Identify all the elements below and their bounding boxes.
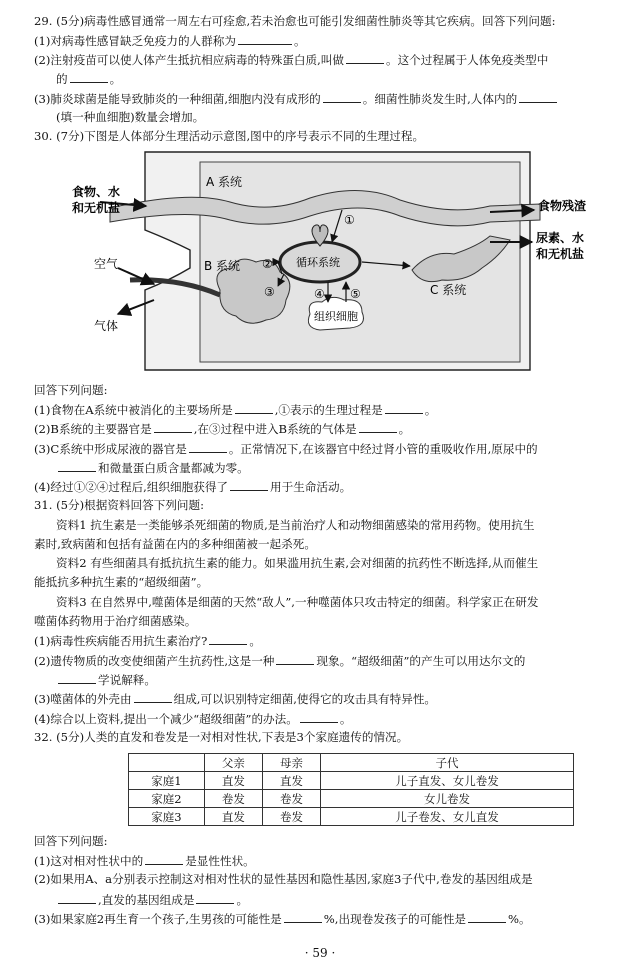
q31-material2: 资料2 有些细菌具有抵抗抗生素的能力。如果滥用抗生素,会对细菌的抗药性不断选择,从而催生: [56, 556, 539, 570]
label-gas: 气体: [94, 319, 119, 333]
table-row: [129, 808, 574, 826]
label-food-2: 和无机盐: [72, 201, 121, 215]
q32-sub1: (1)这对相对性状中的 是显性性状。: [34, 854, 255, 868]
table-cell: 女儿卷发: [321, 790, 574, 808]
q30-sub2: (2)B系统的主要器官是 ,在③过程中进入B系统的气体是 。: [34, 422, 411, 436]
q29-sub1: (1)对病毒性感冒缺乏免疫力的人群称为 。: [34, 34, 306, 48]
q30-sub3-cont: 和微量蛋白质含量都减为零。: [56, 460, 640, 476]
label-n3: ③: [264, 285, 275, 299]
q29-sub3: (3)肺炎球菌是能导致肺炎的一种细菌,细胞内没有成形的 。细菌性肺炎发生时,人体内的: [34, 91, 628, 107]
q31-material2-cont: 能抵抗多种抗生素的“超级细菌”。: [34, 575, 209, 589]
table-header-cell: 母亲: [262, 754, 320, 772]
q29-title: 29. (5分)病毒性感冒通常一周左右可痊愈,若未治愈也可能引发细菌性肺炎等其它疾病。回答下列问题:: [34, 14, 556, 28]
q30-sub3: (3)C系统中形成尿液的器官是 。正常情况下,在该器官中经过肾小管的重吸收作用,原尿中的: [34, 442, 538, 456]
label-food-1: 食物、水: [72, 185, 121, 199]
q31-sub3: (3)噬菌体的外壳由 组成,可以识别特定细菌,使得它的攻击具有特异性。: [34, 692, 437, 706]
q31-material1: 资料1 抗生素是一类能够杀死细菌的物质,是当前治疗人和动物细菌感染的常用药物。使用抗生: [56, 518, 535, 532]
q29-sub2-cont: 的 。: [56, 72, 122, 86]
label-tissue: 组织细胞: [314, 310, 358, 323]
label-urine-2: 和无机盐: [536, 247, 585, 261]
table-cell: 家庭3: [129, 808, 205, 826]
q30-sub1: (1)食物在A系统中被消化的主要场所是 ,①表示的生理过程是 。: [34, 403, 437, 417]
table-cell: 家庭1: [129, 772, 205, 790]
table-cell: 卷发: [262, 808, 320, 826]
label-n5: ⑤: [350, 287, 361, 301]
q30-title: 30. (7分)下图是人体部分生理活动示意图,图中的序号表示不同的生理过程。: [34, 129, 425, 143]
page-number: · 59 ·: [304, 946, 336, 960]
table-cell: 直发: [204, 808, 262, 826]
q31-sub4: (4)综合以上资料,提出一个减少“超级细菌”的办法。 。: [34, 712, 352, 726]
q31-sub1: (1)病毒性疾病能否用抗生素治疗? 。: [34, 634, 261, 648]
table-header-row: [129, 754, 574, 772]
label-waste: 食物残渣: [538, 199, 587, 213]
q29-sub3-cont: (填一种血细胞)数量会增加。: [56, 110, 205, 124]
q31-sub2: (2)遗传物质的改变使细菌产生抗药性,这是一种 现象。“超级细菌”的产生可以用达尔文的: [34, 654, 526, 668]
table-row: [129, 772, 574, 790]
q31-title: 31. (5分)根据资料回答下列问题:: [34, 498, 204, 512]
label-air: 空气: [94, 257, 119, 271]
table-cell: 卷发: [262, 790, 320, 808]
q31-sub2-cont: 学说解释。: [56, 672, 640, 688]
q29-sub2: (2)注射疫苗可以使人体产生抵抗相应病毒的特殊蛋白质,叫做 。这个过程属于人体免疫类型中: [34, 53, 549, 67]
q32-sub3: (3)如果家庭2再生育一个孩子,生男孩的可能性是 %,出现卷发孩子的可能性是 %。: [34, 912, 531, 926]
q31-material3-cont: 噬菌体药物用于治疗细菌感染。: [34, 614, 197, 628]
q31-material1-cont: 素时,致病菌和包括有益菌在内的多种细菌被一起杀死。: [34, 537, 316, 551]
table-cell: 儿子卷发、女儿直发: [321, 808, 574, 826]
q32-title: 32. (5分)人类的直发和卷发是一对相对性状,下表是3个家庭遗传的情况。: [34, 730, 409, 744]
table-cell: 直发: [204, 772, 262, 790]
table-cell: 儿子直发、女儿卷发: [321, 772, 574, 790]
q32-sub2-cont: ,直发的基因组成是 。: [56, 892, 640, 908]
genetics-table: [128, 753, 574, 826]
table-cell: 家庭2: [129, 790, 205, 808]
q30-answer-intro: 回答下列问题:: [34, 383, 108, 397]
label-circulatory: 循环系统: [296, 256, 340, 269]
q31-material3: 资料3 在自然界中,噬菌体是细菌的天然“敌人”,一种噬菌体只攻击特定的细菌。科学家正在研发: [56, 595, 539, 609]
table-cell: 卷发: [204, 790, 262, 808]
label-c-system: C 系统: [430, 283, 467, 297]
label-n2: ②: [262, 257, 273, 271]
physiology-diagram: [70, 150, 610, 376]
q30-sub4: (4)经过①②④过程后,组织细胞获得了 用于生命活动。: [34, 480, 352, 494]
label-a-system: A 系统: [206, 175, 243, 189]
table-header-cell: [129, 754, 205, 772]
q32-answer-intro: 回答下列问题:: [34, 834, 108, 848]
label-n1: ①: [344, 213, 355, 227]
table-header-cell: 子代: [321, 754, 574, 772]
label-b-system: B 系统: [204, 259, 241, 273]
label-urine-1: 尿素、水: [536, 231, 585, 245]
table-cell: 直发: [262, 772, 320, 790]
table-row: [129, 790, 574, 808]
label-n4: ④: [314, 287, 325, 301]
q32-sub2: (2)如果用A、a分别表示控制这对相对性状的显性基因和隐性基因,家庭3子代中,卷发的基因组成是: [34, 872, 533, 886]
table-header-cell: 父亲: [204, 754, 262, 772]
